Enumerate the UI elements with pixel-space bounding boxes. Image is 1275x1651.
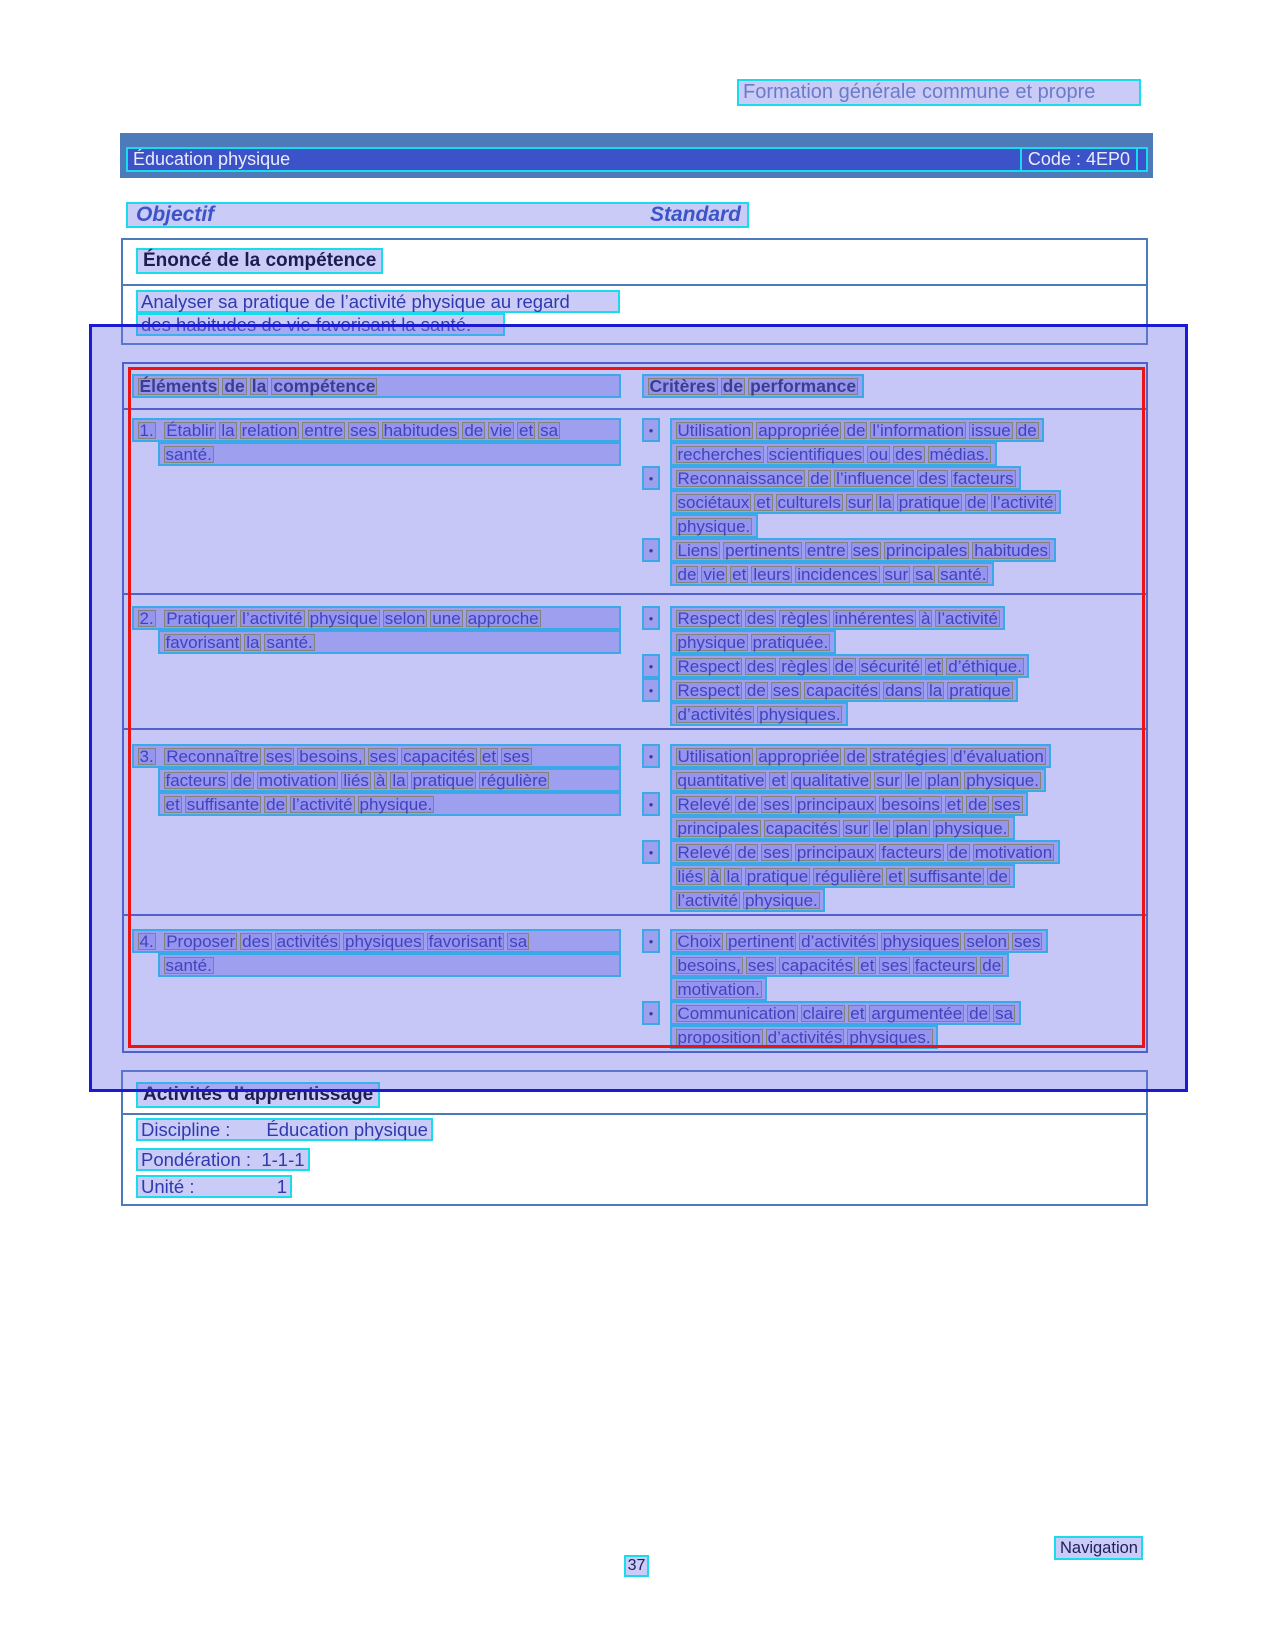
word-box: Communication [677,1003,796,1023]
word-box: l’influence [836,468,912,488]
word-box: besoins, [299,746,363,766]
element-cell [132,744,621,816]
criterion-line [642,702,1147,726]
criterion-line [642,442,1147,466]
word-box: de [967,492,987,512]
word-box: ses [852,540,880,560]
word-box: l’activité [292,794,353,814]
standard-label: Standard [649,203,741,226]
word-box: argumentée [871,1003,963,1023]
word-box: Choix [677,931,721,951]
word-box: capacités [765,818,838,838]
word-box: plan [927,770,960,790]
word-box: ses [503,746,530,766]
enonce-line: des habitudes de vie favorisant la santé. [136,313,505,336]
criterion-line [642,768,1147,792]
word-box: ses [369,746,397,766]
course-title: Éducation physique [133,149,291,169]
word-box: Respect [677,680,740,700]
word-box: l’information [872,420,965,440]
element-line [132,630,621,654]
word-box: et [165,794,180,814]
criterion-line [642,466,1147,490]
word-box: l’activité [993,492,1054,512]
word-box: Critères [649,375,716,396]
word-box: capacités [781,955,854,975]
word-box: approche [467,608,539,628]
word-box: le [875,818,889,838]
objectif-label: Objectif [136,203,215,226]
word-box: ses [747,955,775,975]
word-box: l’activité [242,608,303,628]
course-header-selection [126,147,1148,172]
bullet-icon: • [642,466,660,490]
table-row-divider [124,728,1146,730]
word-box: qualitative [792,770,870,790]
word-box: pratique [412,770,475,790]
word-box: à [710,866,720,886]
word-box: de [968,794,988,814]
word-box: pratique [898,492,961,512]
criterion-line [642,864,1147,888]
bullet-icon: • [642,1001,660,1025]
element-line [132,442,621,466]
bullet-icon: • [642,538,660,562]
element-cell [132,606,621,654]
navigation-link[interactable]: Navigation [1054,1536,1143,1560]
word-box: la [246,632,260,652]
word-box: sa [915,564,934,584]
criterion-line [642,888,1147,912]
word-box: vie [703,564,726,584]
word-box: la [878,492,892,512]
word-box: médias. [929,444,990,464]
item-number: 3. [139,746,154,766]
word-box: relation [241,420,298,440]
criterion-line [642,1025,1147,1049]
word-box: besoins, [677,955,741,975]
element-line [132,418,621,442]
word-box: liés [677,866,704,886]
criterion-line [642,538,1147,562]
word-box: santé. [165,444,212,464]
word-box: de [810,468,830,488]
word-box: Éléments [139,375,218,396]
word-box: physiques. [759,704,841,724]
word-box: sur [847,492,872,512]
bullet-icon: • [642,654,660,678]
bullet-icon: • [642,606,660,630]
word-box: physique. [966,770,1039,790]
criterion-line [642,654,1147,678]
word-box: régulière [815,866,882,886]
word-box: ses [763,794,790,814]
word-box: des [895,444,923,464]
enonce-line: Analyser sa pratique de l’activité physique au regard [136,290,620,313]
word-box: favorisant [165,632,240,652]
criterion-line [642,418,1147,442]
criteria-cell [642,606,1147,726]
word-box: de [846,420,866,440]
criterion-line [642,792,1147,816]
bullet-icon: • [642,840,660,864]
word-box: de [1017,420,1037,440]
word-box: sociétaux [677,492,750,512]
criterion-line [642,514,1147,538]
table-row-divider [124,914,1146,916]
word-box: issue [971,420,1011,440]
word-box: quantitative [677,770,765,790]
word-box: et [850,1003,865,1023]
activites-line: Unité : 1 [136,1175,292,1198]
word-box: sur [884,564,909,584]
criterion-line [642,840,1147,864]
word-box: ses [350,420,377,440]
word-box: de [737,842,757,862]
word-box: de [224,375,245,396]
word-box: l’activité [677,890,738,910]
item-number: 1. [139,420,154,440]
criteria-cell [642,418,1147,586]
word-box: de [266,794,286,814]
criterion-line [642,606,1147,630]
word-box: suffisante [909,866,982,886]
table-row-divider [124,408,1146,410]
course-code: Code : 4EP0 [1020,147,1138,172]
word-box: vie [490,420,512,440]
word-box: besoins [881,794,940,814]
word-box: principales [677,818,759,838]
word-box: habitudes [974,540,1049,560]
word-box: santé. [266,632,313,652]
word-box: ses [994,794,1021,814]
word-box: Utilisation [677,746,752,766]
criteria-cell [642,929,1147,1049]
word-box: la [392,770,406,790]
word-box: de [846,746,866,766]
element-line [132,744,621,768]
word-box: entre [806,540,846,560]
element-line [132,606,621,630]
element-line [132,792,621,816]
word-box: physique. [359,794,433,814]
criterion-line [642,953,1147,977]
competence-table [122,362,1148,1053]
activites-line: Pondération : 1-1-1 [136,1148,310,1171]
word-box: ses [772,680,800,700]
word-box: de [834,656,854,676]
word-box: pratique [746,866,809,886]
word-box: plan [895,818,928,838]
activites-heading: Activités d’apprentissage [136,1082,380,1108]
word-box: physique. [677,516,751,536]
word-box: des [918,468,947,488]
enonce-heading: Énoncé de la compétence [136,248,383,274]
word-box: selon [966,931,1007,951]
word-box: ses [1013,931,1041,951]
bullet-icon: • [642,744,660,768]
activites-line: Discipline : Éducation physique [136,1118,433,1141]
word-box: facteurs [881,842,942,862]
criterion-line [642,490,1147,514]
word-box: sécurité [860,656,921,676]
table-header-elements [132,374,621,398]
word-box: d’activités [767,1027,843,1047]
bullet-icon: • [642,792,660,816]
word-box: et [927,656,942,676]
word-box: motivation [974,842,1053,862]
word-box: leurs [753,564,791,584]
word-box: appropriée [758,746,840,766]
bullet-icon: • [642,418,660,442]
word-box: d’activités [677,704,753,724]
word-box: inhérentes [834,608,914,628]
word-box: Proposer [166,931,236,951]
word-box: favorisant [428,931,503,951]
word-box: de [464,420,484,440]
word-box: selon [384,608,426,628]
word-box: le [906,770,921,790]
activites-section [121,1070,1148,1206]
bullet-icon: • [642,678,660,702]
word-box: et [888,866,903,886]
word-box: la [726,866,740,886]
criterion-line [642,1001,1147,1025]
word-box: des [746,656,775,676]
word-box: Établir [166,420,215,440]
word-box: ou [869,444,889,464]
criterion-line [642,562,1147,586]
word-box: capacités [403,746,475,766]
word-box: la [221,420,235,440]
word-box: Relevé [677,794,731,814]
section-divider [123,1113,1146,1115]
word-box: pertinents [725,540,800,560]
word-box: recherches [677,444,762,464]
word-box: à [375,770,386,790]
word-box: ses [763,842,790,862]
word-box: Reconnaissance [677,468,804,488]
word-box: proposition [677,1027,761,1047]
word-box: scientifiques [768,444,863,464]
word-box: de [982,955,1002,975]
word-box: Utilisation [677,420,752,440]
word-box: sa [509,931,528,951]
word-box: et [946,794,962,814]
word-box: de [969,1003,989,1023]
element-cell [132,418,621,466]
word-box: et [756,492,771,512]
word-box: et [481,746,497,766]
word-box: appropriée [758,420,840,440]
word-box: stratégies [872,746,947,766]
word-box: une [432,608,461,628]
word-box: physique. [744,890,818,910]
word-box: physique [309,608,378,628]
word-box: habitudes [383,420,458,440]
word-box: et [860,955,875,975]
word-box: pratiquée. [752,632,829,652]
word-box: de [746,680,766,700]
word-box: Respect [677,608,740,628]
word-box: capacités [806,680,879,700]
word-box: règles [781,656,828,676]
criterion-line [642,744,1147,768]
word-box: Pratiquer [166,608,236,628]
word-box: de [737,794,757,814]
word-box: compétence [273,375,376,396]
word-box: l’activité [937,608,998,628]
word-box: principales [886,540,968,560]
word-box: Relevé [677,842,731,862]
word-box: facteurs [953,468,1014,488]
word-box: physiques [882,931,960,951]
word-box: la [251,375,267,396]
bullet-icon: • [642,929,660,953]
item-number: 4. [139,931,154,951]
word-box: principaux [796,842,875,862]
word-box: physique [677,632,746,652]
word-box: des [242,931,270,951]
criterion-line [642,816,1147,840]
word-box: liés [343,770,369,790]
word-box: facteurs [165,770,226,790]
word-box: claire [802,1003,844,1023]
word-box: pratique [949,680,1011,700]
table-header-criteria [642,374,1147,398]
word-box: santé. [940,564,987,584]
word-box: culturels [777,492,841,512]
word-box: Respect [677,656,740,676]
word-box: des [746,608,775,628]
word-box: d’activités [801,931,876,951]
word-box: Liens [677,540,719,560]
word-box: d’évaluation [953,746,1044,766]
word-box: motivation. [677,979,760,999]
criterion-line [642,678,1147,702]
word-box: suffisante [186,794,260,814]
word-box: ses [881,955,908,975]
word-box: et [732,564,747,584]
word-box: ses [265,746,293,766]
word-box: physique. [934,818,1008,838]
criterion-line [642,929,1147,953]
criterion-line [642,630,1147,654]
enonce-section [121,238,1148,345]
word-box: la [928,680,943,700]
word-box: de [677,564,697,584]
word-box: sa [995,1003,1014,1023]
word-box: sur [876,770,900,790]
criteria-cell [642,744,1147,912]
word-box: règles [781,608,828,628]
word-box: de [232,770,252,790]
word-box: activités [276,931,339,951]
word-box: principaux [796,794,875,814]
word-box: Reconnaître [166,746,259,766]
word-box: dans [885,680,922,700]
word-box: entre [304,420,344,440]
table-row-divider [124,593,1146,595]
element-line [132,953,621,977]
word-box: d’éthique. [948,656,1022,676]
word-box: et [771,770,786,790]
word-box: et [518,420,534,440]
element-cell [132,929,621,977]
word-box: à [921,608,931,628]
word-box: incidences [797,564,878,584]
word-box: sur [844,818,869,838]
section-divider [123,284,1146,286]
word-box: facteurs [914,955,976,975]
word-box: pertinent [727,931,795,951]
word-box: santé. [165,955,212,975]
word-box: motivation [258,770,337,790]
item-number: 2. [139,608,154,628]
word-box: de [948,842,968,862]
course-header-bar [120,133,1153,178]
word-box: performance [750,375,857,396]
word-box: physiques [345,931,422,951]
program-family-label: Formation générale commune et propre [737,79,1141,106]
word-box: de [988,866,1008,886]
page-number: 37 [624,1555,649,1577]
word-box: régulière [481,770,548,790]
element-line [132,768,621,792]
element-line [132,929,621,953]
criterion-line [642,977,1147,1001]
objectif-standard-band [126,202,749,228]
word-box: sa [540,420,559,440]
word-box: physiques. [849,1027,931,1047]
word-box: de [722,375,744,396]
